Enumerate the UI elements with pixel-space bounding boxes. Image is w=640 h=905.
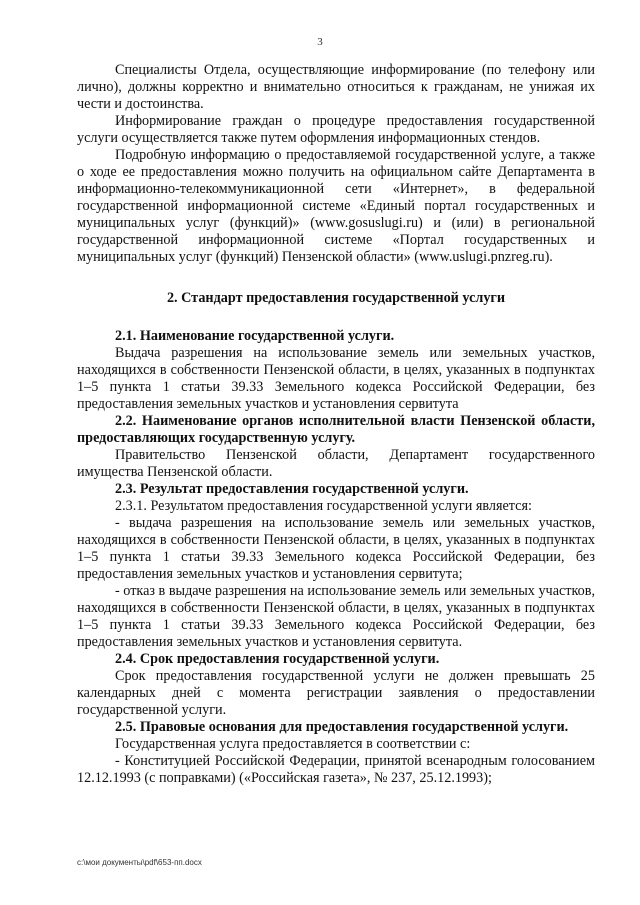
section-title-standard: 2. Стандарт предоставления государственной услуги bbox=[166, 290, 506, 306]
page-number: 3 bbox=[317, 36, 323, 48]
paragraph-2-2-text: Правительство Пензенской области, Департамент государственного имущества Пензенской области. bbox=[77, 447, 595, 480]
paragraph-info-stands: Информирование граждан о процедуре предоставления государственной услуги осуществляется также путем оформления информационных стендов. bbox=[77, 113, 595, 146]
paragraph-2-4-text: Срок предоставления государственной услуги не должен превышать 25 календарных дней с момента регистрации заявления о предоставлении государственной услуги. bbox=[77, 668, 595, 718]
paragraph-detailed-info: Подробную информацию о предоставляемой государственной услуге, а также о ходе ее предоставления можно получить на официальном сайте Департамента в информационно-телекоммуникационной сети «Интернет», в федеральной государственной информационной системе «Единый портал государственных и муниципальных услуг (функций)» (www.gosuslugi.ru) и (или) в региональной государственной информационной системе «Портал государственных и муниципальных услуг (функций) Пензенской области» (www.uslugi.pnzreg.ru). bbox=[77, 147, 595, 265]
list-item-grant-permission: - выдача разрешения на использование земель или земельных участков, находящихся в собственности Пензенской области, в целях, указанных в подпунктах 1–5 пункта 1 статьи 39.33 Земельного кодекса Российской Федерации, без предоставления земельных участков и установления сервитута; bbox=[77, 515, 595, 582]
footer-file-path: c:\мои документы\pdf\653-пп.docx bbox=[77, 858, 202, 867]
paragraph-2-1-text: Выдача разрешения на использование земель или земельных участков, находящихся в собственности Пензенской области, в целях, указанных в подпунктах 1–5 пункта 1 статьи 39.33 Земельного кодекса Российской Федерации, без предоставления земельных участков и установления сервитута bbox=[77, 345, 595, 412]
heading-2-1: 2.1. Наименование государственной услуги. bbox=[115, 328, 395, 344]
heading-2-3: 2.3. Результат предоставления государственной услуги. bbox=[115, 481, 469, 497]
paragraph-specialists: Специалисты Отдела, осуществляющие информирование (по телефону или лично), должны корректно и внимательно относиться к гражданам, не унижая их чести и достоинства. bbox=[77, 62, 595, 112]
heading-2-2: 2.2. Наименование органов исполнительной власти Пензенской области, предоставляющих государственную услугу. bbox=[77, 413, 595, 446]
heading-2-5: 2.5. Правовые основания для предоставления государственной услуги. bbox=[115, 719, 569, 735]
heading-2-4: 2.4. Срок предоставления государственной услуги. bbox=[115, 651, 440, 667]
list-item-constitution: - Конституцией Российской Федерации, принятой всенародным голосованием 12.12.1993 (с поправками) («Российская газета», № 237, 25.12.1993); bbox=[77, 753, 595, 786]
list-item-refusal: - отказ в выдаче разрешения на использование земель или земельных участков, находящихся в собственности Пензенской области, в целях, указанных в подпунктах 1–5 пункта 1 статьи 39.33 Земельного кодекса Российской Федерации, без предоставления земельных участков и установления сервитута. bbox=[77, 583, 595, 650]
paragraph-2-5-text: Государственная услуга предоставляется в соответствии с: bbox=[115, 736, 471, 752]
paragraph-2-3-1: 2.3.1. Результатом предоставления государственной услуги является: bbox=[115, 498, 532, 514]
document-body bbox=[77, 62, 595, 787]
